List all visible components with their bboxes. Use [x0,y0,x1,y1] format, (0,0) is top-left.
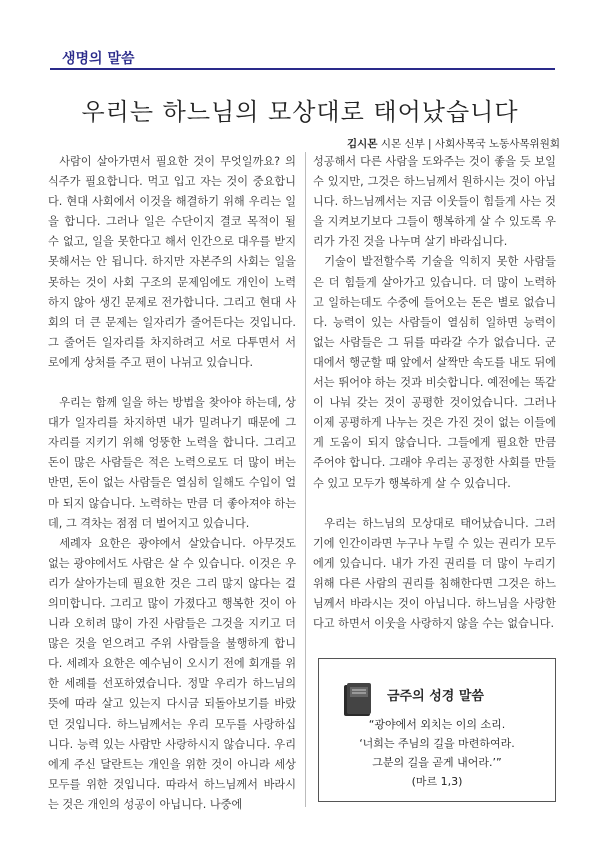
verse-text [329,715,545,791]
verse-box-title: 금주의 성경 말씀 [387,689,484,704]
article-title: 우리는 하느님의 모상대로 태어났습니다 [81,98,519,126]
column-divider [305,152,306,807]
author-role: 시몬 신부 | 사회사목국 노동사목위원회 [380,138,560,150]
weekly-verse-box [318,658,556,802]
paragraph: 세례자 요한은 광야에서 살았습니다. 아무것도 없는 광야에서도 사람은 살 수 있습니다. 이것은 우리가 살아가는데 필요한 것은 그리 많지 않다는 걸 의미합니다. 그리고 많이 가졌다고 행복한 것이 아니라 오히려 많이 가진 사람들은 그것을 지키고 더 많은 것을 얻으려고 주위 사람들을 불행하게 합니다. 세례자 요한은 예수님이 오시기 전에 회개를 위한 세례를 선포하였습니다. 정말 우리가 하느님의 뜻에 따라 살고 있는지 다시금 되돌아보기를 바랐던 것입니다. 하느님께서는 우리 모두를 사랑하십니다. 능력 있는 사람만 사랑하시지 않습니다. 우리에게 주신 달란트는 개인을 위한 것이 아니라 세상 모두를 위한 것입니다. 따라서 하느님께서 바라시는 것은 개인의 성공이 아닙니다. 나중에 [48,536,296,811]
paragraph: 기술이 발전할수록 기술을 익히지 못한 사람들은 더 힘들게 살아가고 있습니다. 더 많이 노력하고 일하는데도 수중에 들어오는 돈은 별로 없습니다. 능력이 있는 사람들이 열심히 일하면 능력이 없는 사람들은 그 뒤를 따라갈 수가 없습니다. 군대에서 행군할 때 앞에서 살짝만 속도를 내도 뒤에서는 뛰어야 하는 것과 비슷합니다. 예전에는 똑같이 나눠 갖는 것이 공평한 것이었습니다. 그러나 이제 공평하게 나누는 것은 가진 것이 없는 이들에게 도움이 되지 않습니다. 그들에게 필요한 만큼 주어야 합니다. 그래야 우리는 공정한 사회를 만들 수 있고 모두가 행복하게 살 수 있습니다. [313,255,556,490]
verse-line: 그분의 길을 곧게 내어라.’” [372,756,502,769]
article-column-right [313,152,556,634]
paragraph: 사람이 살아가면서 필요한 것이 무엇일까요? 의식주가 필요합니다. 먹고 입고 자는 것이 중요합니다. 현대 사회에서 이것을 해결하기 위해 우리는 일을 합니다. 그러나 일은 수단이지 결코 목적이 될 수 없고, 일을 못한다고 해서 인간으로 대우를 받지 못해서는 안 됩니다. 하지만 자본주의 사회는 일을 못하는 것이 사회 구조의 문제임에도 개인이 노력하지 않아 생긴 문제로 전가합니다. 그리고 현대 사회의 더 큰 문제는 일자리가 줄어든다는 것입니다. 그 줄어든 일자리를 차지하려고 서로 다투면서 서로에게 상처를 주고 편이 나뉘고 있습니다. [48,155,296,369]
top-rule [50,68,555,70]
byline [347,136,560,151]
article-column-left [48,152,296,815]
paragraph: 성공해서 다른 사람을 도와주는 것이 좋을 듯 보일 수 있지만, 그것은 하느님께서 원하시는 것이 아닙니다. 하느님께서는 지금 이웃들이 힘들게 사는 것을 지켜보기보다 그들이 행복하게 살 수 있도록 우리가 가진 것을 나누며 살기 바라십니다. [313,155,556,249]
verse-line: “광야에서 외치는 이의 소리. [368,718,506,731]
author-name: 김시몬 [347,138,378,150]
paragraph: 우리는 함께 일을 하는 방법을 찾아야 하는데, 상대가 일자리를 차지하면 내가 밀려나기 때문에 그 자리를 지키기 위해 엉뚱한 노력을 합니다. 그리고 돈이 많은 사람들은 적은 노력으로도 더 많이 버는 반면, 돈이 없는 사람들은 열심히 일해도 수입이 얼마 되지 않습니다. 노력하는 만큼 더 좋아져야 하는데, 그 격차는 점점 더 벌어지고 있습니다. [48,396,296,530]
column-label: 생명의 말씀 [62,51,135,67]
verse-reference: (마르 1,3) [411,775,463,788]
paragraph: 우리는 하느님의 모상대로 태어났습니다. 그러기에 인간이라면 누구나 누릴 수 있는 권리가 모두에게 있습니다. 내가 가진 권리를 더 많이 누리기 위해 다른 사람의 권리를 침해한다면 그것은 하느님께서 바라시는 것이 아닙니다. 하느님을 사랑한다고 하면서 이웃을 사랑하지 않을 수는 없습니다. [313,516,556,631]
verse-line: ‘너희는 주님의 길을 마련하여라. [359,737,515,750]
